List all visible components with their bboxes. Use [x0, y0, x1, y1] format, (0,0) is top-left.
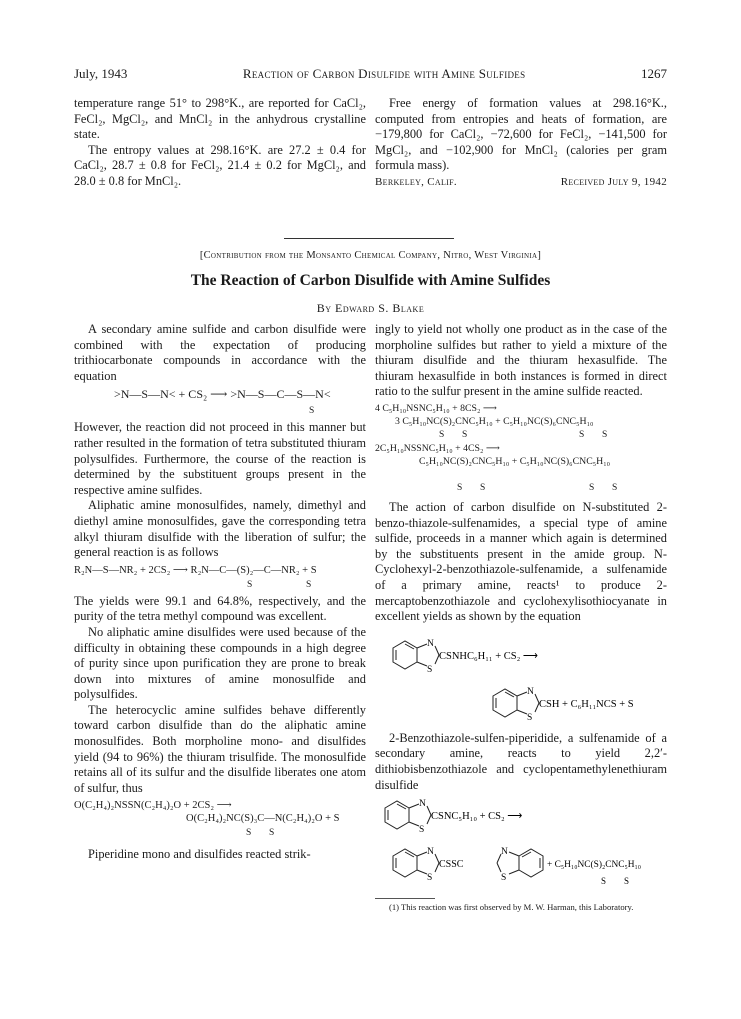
thione-s: S: [612, 482, 618, 493]
equation-text: R₂N—S—NR₂ + 2CS₂ ⟶ R₂N—C—(S)₂—C—NR₂ + S: [74, 564, 317, 576]
equation-1: [74, 388, 366, 418]
paragraph: 2-Benzothiazole-sulfen-piperidide, a sulfenamide of a secondary amine, reacts to yield 2,2′-dithiobisbenzothiazole and cyclopentamethylenethiuram disulfide: [375, 730, 667, 792]
ring-s: S: [427, 664, 433, 675]
thione-s: S: [589, 482, 595, 493]
byline: By Edward S. Blake: [316, 301, 425, 315]
prev-article-left: [74, 96, 366, 190]
equation-text: >N—S—N< + CS₂ ⟶ >N—S—C—S—N<: [114, 387, 331, 402]
prev-paragraph: temperature range 51° to 298°K., are reported for CaCl₂, FeCl₂, MgCl₂, and MnCl₂ in the anhydrous crystalline state.: [74, 96, 366, 142]
thione-s: S: [480, 482, 486, 493]
paragraph: The yields were 99.1 and 64.8%, respectively, and the purity of the tetra methyl compound was excellent.: [74, 593, 366, 624]
equation-line: O(C₂H₄)₂NSSN(C₂H₄)₂O + 2CS₂ ⟶: [74, 800, 232, 812]
equation-line: 2C₅H₁₀NSSNC₅H₁₀ + 4CS₂ ⟶: [375, 442, 500, 454]
paragraph: The heterocyclic amine sulfides behave differently toward carbon disulfide than do the aliphatic amine monosulfides. Both morpholine mono- and disulfides yield (94 to 96%) the thiuram trisulfide. The monosulfide retains all of its sulfur and the disulfide liberates one atom of sulfur, thus: [74, 702, 366, 795]
equation-line: 4 C₅H₁₀NSNC₅H₁₀ + 8CS₂ ⟶: [375, 402, 497, 414]
thione-s: S: [439, 429, 445, 440]
equation-4-5: [375, 402, 667, 498]
footnote: (1) This reaction was first observed by M. W. Harman, this Laboratory.: [389, 902, 634, 913]
page-number: 1267: [640, 66, 667, 81]
running-title: Reaction of Carbon Disulfide with Amine Sulfides: [242, 66, 526, 81]
paragraph: Piperidine mono and disulfides reacted strik-: [88, 847, 311, 862]
equation-text: CSH + C₆H₁₁NCS + S: [539, 698, 634, 710]
article-right-column: [375, 322, 667, 913]
equation-text: CSNC₅H₁₀ + CS₂ ⟶: [431, 811, 523, 823]
equation-line: 3 C₅H₁₀NC(S)₂CNC₅H₁₀ + C₅H₁₀NC(S)₆CNC₅H₁₀: [395, 415, 594, 427]
ring-n: N: [427, 638, 434, 649]
received-date: Received July 9, 1942: [560, 175, 667, 188]
paragraph: A secondary amine sulfide and carbon disulfide were combined with the expectation of producing trithiocarbonate compounds in accordance with the equation: [74, 322, 366, 383]
ring-n: N: [527, 686, 534, 697]
prev-paragraph: Free energy of formation values at 298.16°K., computed from entropies and heats of formation, are −179,800 for CaCl₂, −72,600 for FeCl₂, −141,500 for MgCl₂, and −102,900 for MnCl₂ (calories per gram formula mass).: [375, 96, 667, 173]
article-title: The Reaction of Carbon Disulfide with Amine Sulfides: [190, 272, 551, 289]
thione-s: S: [246, 828, 252, 839]
thione-s: S: [309, 406, 315, 417]
benzothiazole-structure: [375, 628, 667, 728]
thione-s: S: [602, 429, 608, 440]
thione-s: S: [462, 429, 468, 440]
signature-line: [375, 175, 667, 191]
section-divider: [284, 238, 454, 239]
ring-s: S: [527, 712, 533, 723]
ring-n: N: [427, 847, 434, 858]
thione-s: S: [269, 828, 275, 839]
ring-s: S: [419, 825, 425, 836]
equation-line: O(C₂H₄)₂NC(S)₃C—N(C₂H₄)₂O + S: [186, 813, 340, 825]
equation-text: CSSC: [439, 859, 464, 871]
contribution-line: [Contribution from the Monsanto Chemical Company, Nitro, West Virginia]: [199, 250, 542, 261]
ring-n: N: [501, 847, 508, 858]
equation-3: [74, 799, 366, 843]
equation-2: [74, 564, 366, 592]
paragraph: The action of carbon disulfide on N-substituted 2-benzo-thiazole-sulfenamides, a special type of amine sulfide, proceeds in a manner which again is determined by the substituents present in the amide group. N-Cyclohexyl-2-benzothiazole-sulfenamide, a sulfenamide of a primary amine, reacts¹ to produce 2-mercaptobenzothiazole and cyclohexylisothiocyanate in excellent yields as shown by the equation: [375, 499, 667, 624]
prev-paragraph: The entropy values at 298.16°K. are 27.2 ± 0.4 for CaCl₂, 28.7 ± 0.8 for FeCl₂, 21.4 ± 0.2 for MgCl₂, and 28.0 ± 0.8 for MnCl₂.: [74, 142, 366, 188]
paragraph: ingly to yield not wholly one product as in the case of the morpholine sulfides but rather to yield a mixture of the thiuram disulfide and the thiuram hexasulfide. The thiuram hexasulfide in both instances is formed in direct ratio to the sulfur present in the amine sulfide reacted.: [375, 322, 667, 399]
ring-s: S: [501, 873, 507, 884]
location: Berkeley, Calif.: [375, 175, 457, 188]
equation-7: [375, 796, 667, 892]
ring-n: N: [419, 799, 426, 810]
thione-s: S: [247, 579, 253, 590]
thione-s: S: [579, 429, 585, 440]
running-head: [74, 66, 667, 84]
dithiobis-structure: [375, 796, 667, 892]
thione-s: S: [624, 876, 630, 887]
thione-s: S: [601, 876, 607, 887]
thione-s: S: [306, 579, 312, 590]
thione-s: S: [457, 482, 463, 493]
article-left-column: [74, 322, 366, 863]
equation-text: + C₅H₁₀NC(S)₂CNC₅H₁₀: [547, 860, 642, 871]
issue-date: July, 1943: [74, 66, 128, 81]
paragraph: Aliphatic amine monosulfides, namely, dimethyl and diethyl amine monosulfides, gave the corresponding tetra alkyl thiuram disulfide with the liberation of sulfur; the general reaction is as follows: [74, 498, 366, 560]
paragraph: No aliphatic amine disulfides were used because of the difficulty in obtaining these compounds in a high degree of purity since upon purification they are prone to break down into mixtures of amine monosulfide and polysulfides.: [74, 624, 366, 702]
equation-text: CSNHC₆H₁₁ + CS₂ ⟶: [439, 650, 538, 662]
ring-s: S: [427, 873, 433, 884]
footnote-divider: [375, 898, 435, 899]
equation-line: C₅H₁₀NC(S)₂CNC₅H₁₀ + C₅H₁₀NC(S)₆CNC₅H₁₀: [419, 455, 611, 467]
equation-6: [375, 628, 667, 728]
paragraph: However, the reaction did not proceed in this manner but rather resulted in the formation of tetra substituted thiuram polysulfides. Furthermore, the course of the reaction is determined by the substituent groups present in the respective amine sulfides.: [74, 420, 366, 497]
prev-article-right: [375, 96, 667, 191]
